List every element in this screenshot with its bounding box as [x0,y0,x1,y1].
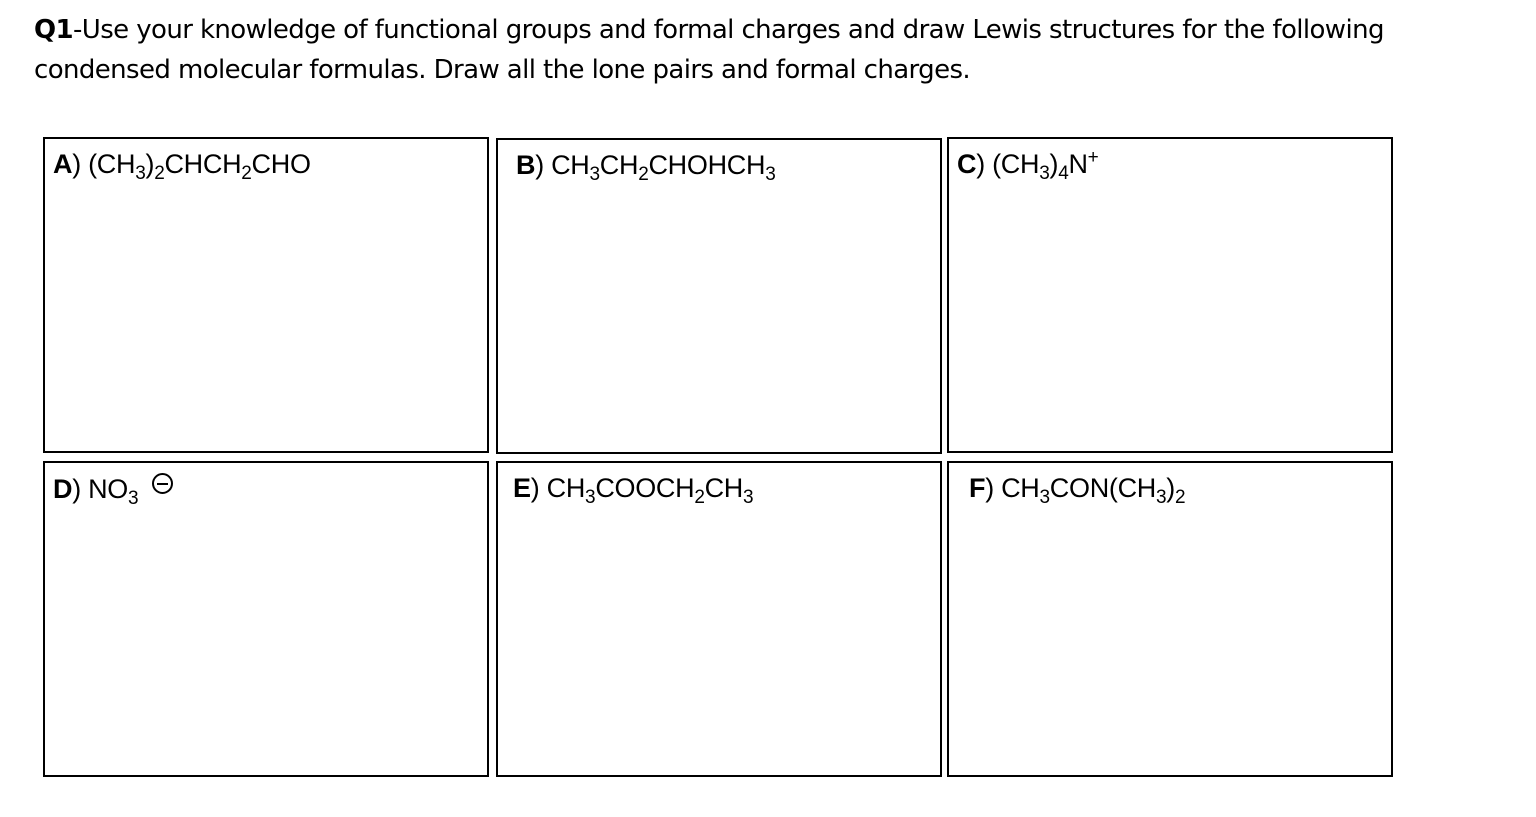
formula-subscript: 3 [128,488,139,509]
formula-part: CHOHCH [648,150,766,180]
formula-part: CH [1001,473,1040,503]
formula-superscript: + [1087,147,1099,168]
formula-subscript: 3 [1039,487,1050,508]
formula-part: CHO [251,149,311,179]
box-letter: E [513,473,531,503]
formula-part: ) [1049,149,1059,179]
formula-subscript: 3 [589,164,600,185]
question-instructions: -Use your knowledge of functional groups and formal charges and draw Lewis structures for the following condensed molecular formulas. Draw all the lone pairs and formal charges. [34,15,1384,85]
negative-charge-icon [152,473,173,494]
question-number: Q1 [34,15,73,45]
formula-part: CON(CH [1049,473,1156,503]
formula-subscript: 2 [638,164,649,185]
answer-box-f[interactable] [947,461,1393,777]
answer-box-c[interactable] [947,137,1393,453]
formula-part: (CH [992,149,1040,179]
formula-subscript: 2 [154,163,165,184]
formula-subscript: 3 [1155,487,1167,508]
formula-label-c: C) $(CH_3)_4N^+$ [957,147,1099,184]
formula-part: CH [551,150,590,180]
formula-part: NO [88,474,129,504]
formula-subscript: 3 [585,487,596,508]
formula-part: COOCH [595,473,695,503]
formula-subscript: 2 [1174,487,1186,508]
answer-box-d[interactable] [43,461,489,777]
answer-box-b[interactable] [496,138,942,454]
formula-label-a: A) $(CH_3)_2CHCH_2CHO$ [53,149,311,184]
formula-label-e: E) $CH_3COOCH_2CH_3$ [513,473,754,508]
box-letter: A [53,149,73,179]
formula-part: ) [1166,473,1175,503]
formula-subscript: 3 [135,163,146,184]
formula-part: N [1068,149,1088,179]
formula-part: CH [599,150,639,180]
box-letter: C [957,149,977,179]
formula-part: CHCH [164,149,242,179]
formula-subscript: 3 [1039,163,1050,184]
formula-label-d: D) $NO_3$ [53,473,173,505]
formula-part: (CH [88,149,136,179]
formula-label-f: F) $CH_3CON(CH_3)_2$ [969,473,1186,508]
formula-subscript: 3 [743,487,754,508]
box-letter: B [516,150,536,180]
question-text [34,10,1454,90]
formula-subscript: 4 [1058,163,1069,184]
formula-subscript: 2 [241,163,252,184]
formula-label-b: B) $CH_3CH_2CHOHCH_3$ [516,150,776,185]
formula-subscript: 2 [694,487,705,508]
box-letter: D [53,474,73,504]
formula-part: CH [704,473,743,503]
answer-box-e[interactable] [496,461,942,777]
formula-subscript: 3 [765,164,776,185]
formula-part: CH [546,473,586,503]
answer-box-a[interactable] [43,137,489,453]
box-letter: F [969,473,986,503]
formula-part: ) [145,149,155,179]
